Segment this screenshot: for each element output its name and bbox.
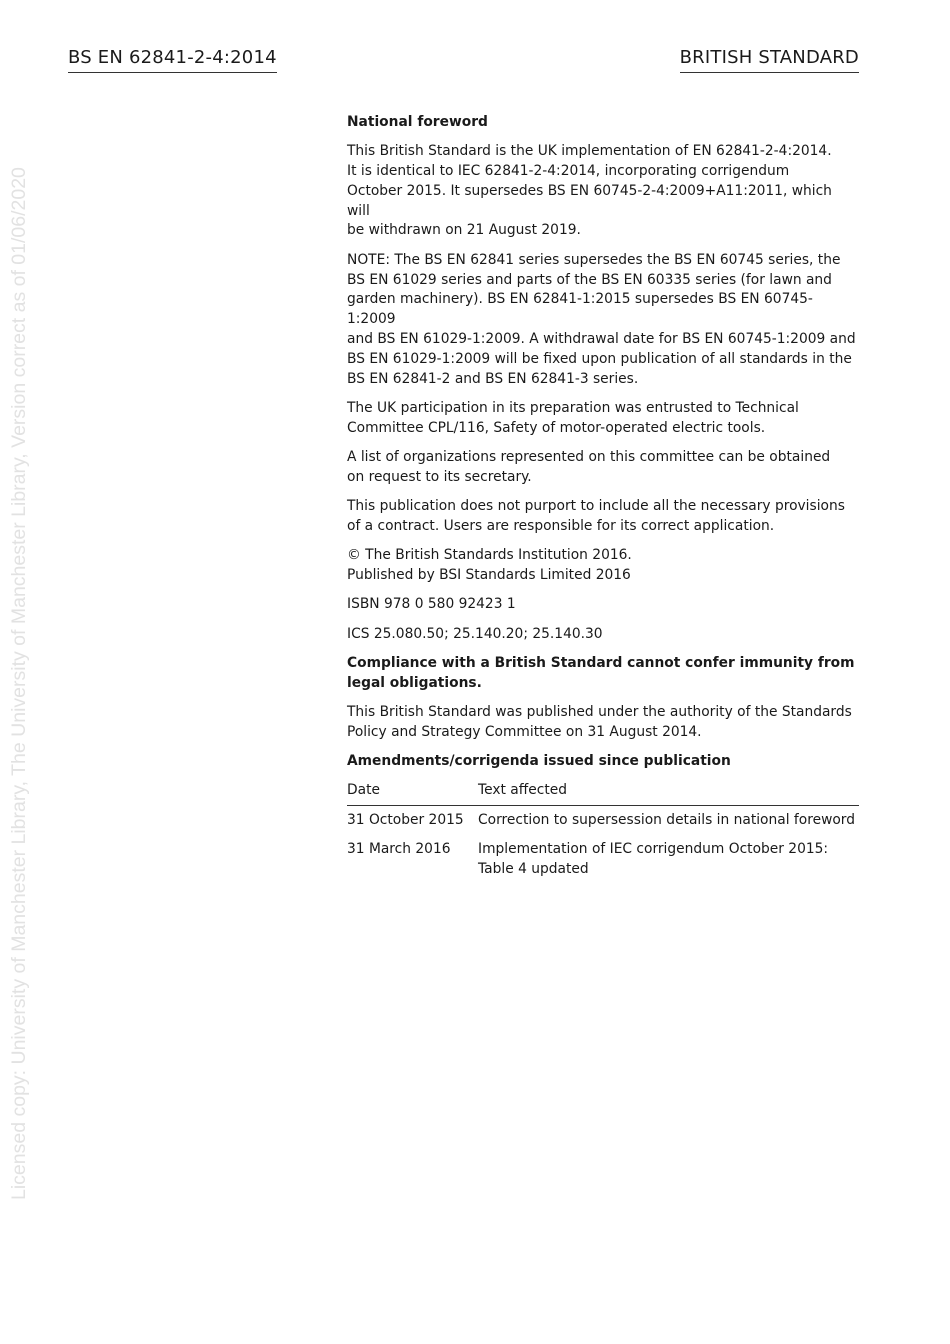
foreword-committee: The UK participation in its preparation was entrusted to Technical Committee CPL/116, Safety of motor-operated electric tools.: [347, 399, 799, 436]
amendment-date: 31 October 2015: [347, 812, 464, 829]
foreword-note: NOTE: The BS EN 62841 series supersedes the BS EN 60745 series, the BS EN 61029 series and parts of the BS EN 60335 series (for lawn and garden machinery). BS EN 62841-1:2015 supersedes BS EN 60745-1:2009 and BS EN 61029-1:2009. A withdrawal date for BS EN 60745-1:2009 and BS EN 61029-1:2009 will be fixed upon publication of all standards in the BS EN 62841-2 and BS EN 62841-3 series.: [347, 251, 856, 387]
standard-type-label: BRITISH STANDARD: [680, 47, 859, 73]
license-watermark: Licensed copy: University of Manchester Library, The University of Manchester Library, Version correct as of 01/06/2020: [8, 167, 30, 1200]
document-code: BS EN 62841-2-4:2014: [68, 47, 277, 73]
table-row: [347, 835, 859, 884]
amendments-table: [347, 781, 859, 883]
table-header-row: [347, 781, 859, 805]
amendment-text: Implementation of IEC corrigendum October 2015: Table 4 updated: [478, 840, 829, 877]
compliance-statement: Compliance with a British Standard cannot confer immunity from legal obligations.: [347, 654, 855, 691]
column-header-text: Text affected: [478, 781, 859, 805]
national-foreword: [347, 113, 859, 884]
foreword-ics: ICS 25.080.50; 25.140.20; 25.140.30: [347, 625, 603, 642]
foreword-copyright: © The British Standards Institution 2016. Published by BSI Standards Limited 2016: [347, 547, 632, 583]
amendment-date: 31 March 2016: [347, 840, 451, 857]
foreword-disclaimer: This publication does not purport to include all the necessary provisions of a contract. Users are responsible for its correct application.: [347, 498, 845, 534]
amendments-title: Amendments/corrigenda issued since publication: [347, 753, 731, 770]
foreword-authority: This British Standard was published under the authority of the Standards Policy and Strategy Committee on 31 August 2014.: [347, 703, 852, 740]
foreword-title: National foreword: [347, 114, 488, 130]
foreword-organizations: A list of organizations represented on this committee can be obtained on request to its secretary.: [347, 448, 831, 485]
column-header-date: Date: [347, 781, 478, 805]
table-row: [347, 806, 859, 835]
foreword-intro: This British Standard is the UK implementation of EN 62841-2-4:2014. It is identical to IEC 62841-2-4:2014, incorporating corrigendum October 2015. It supersedes BS EN 60745-2-4:2009+A11:2011, which will be withdrawn on 21 August 2019.: [347, 143, 832, 239]
foreword-isbn: ISBN 978 0 580 92423 1: [347, 596, 516, 613]
amendment-text: Correction to supersession details in national foreword: [478, 812, 855, 829]
